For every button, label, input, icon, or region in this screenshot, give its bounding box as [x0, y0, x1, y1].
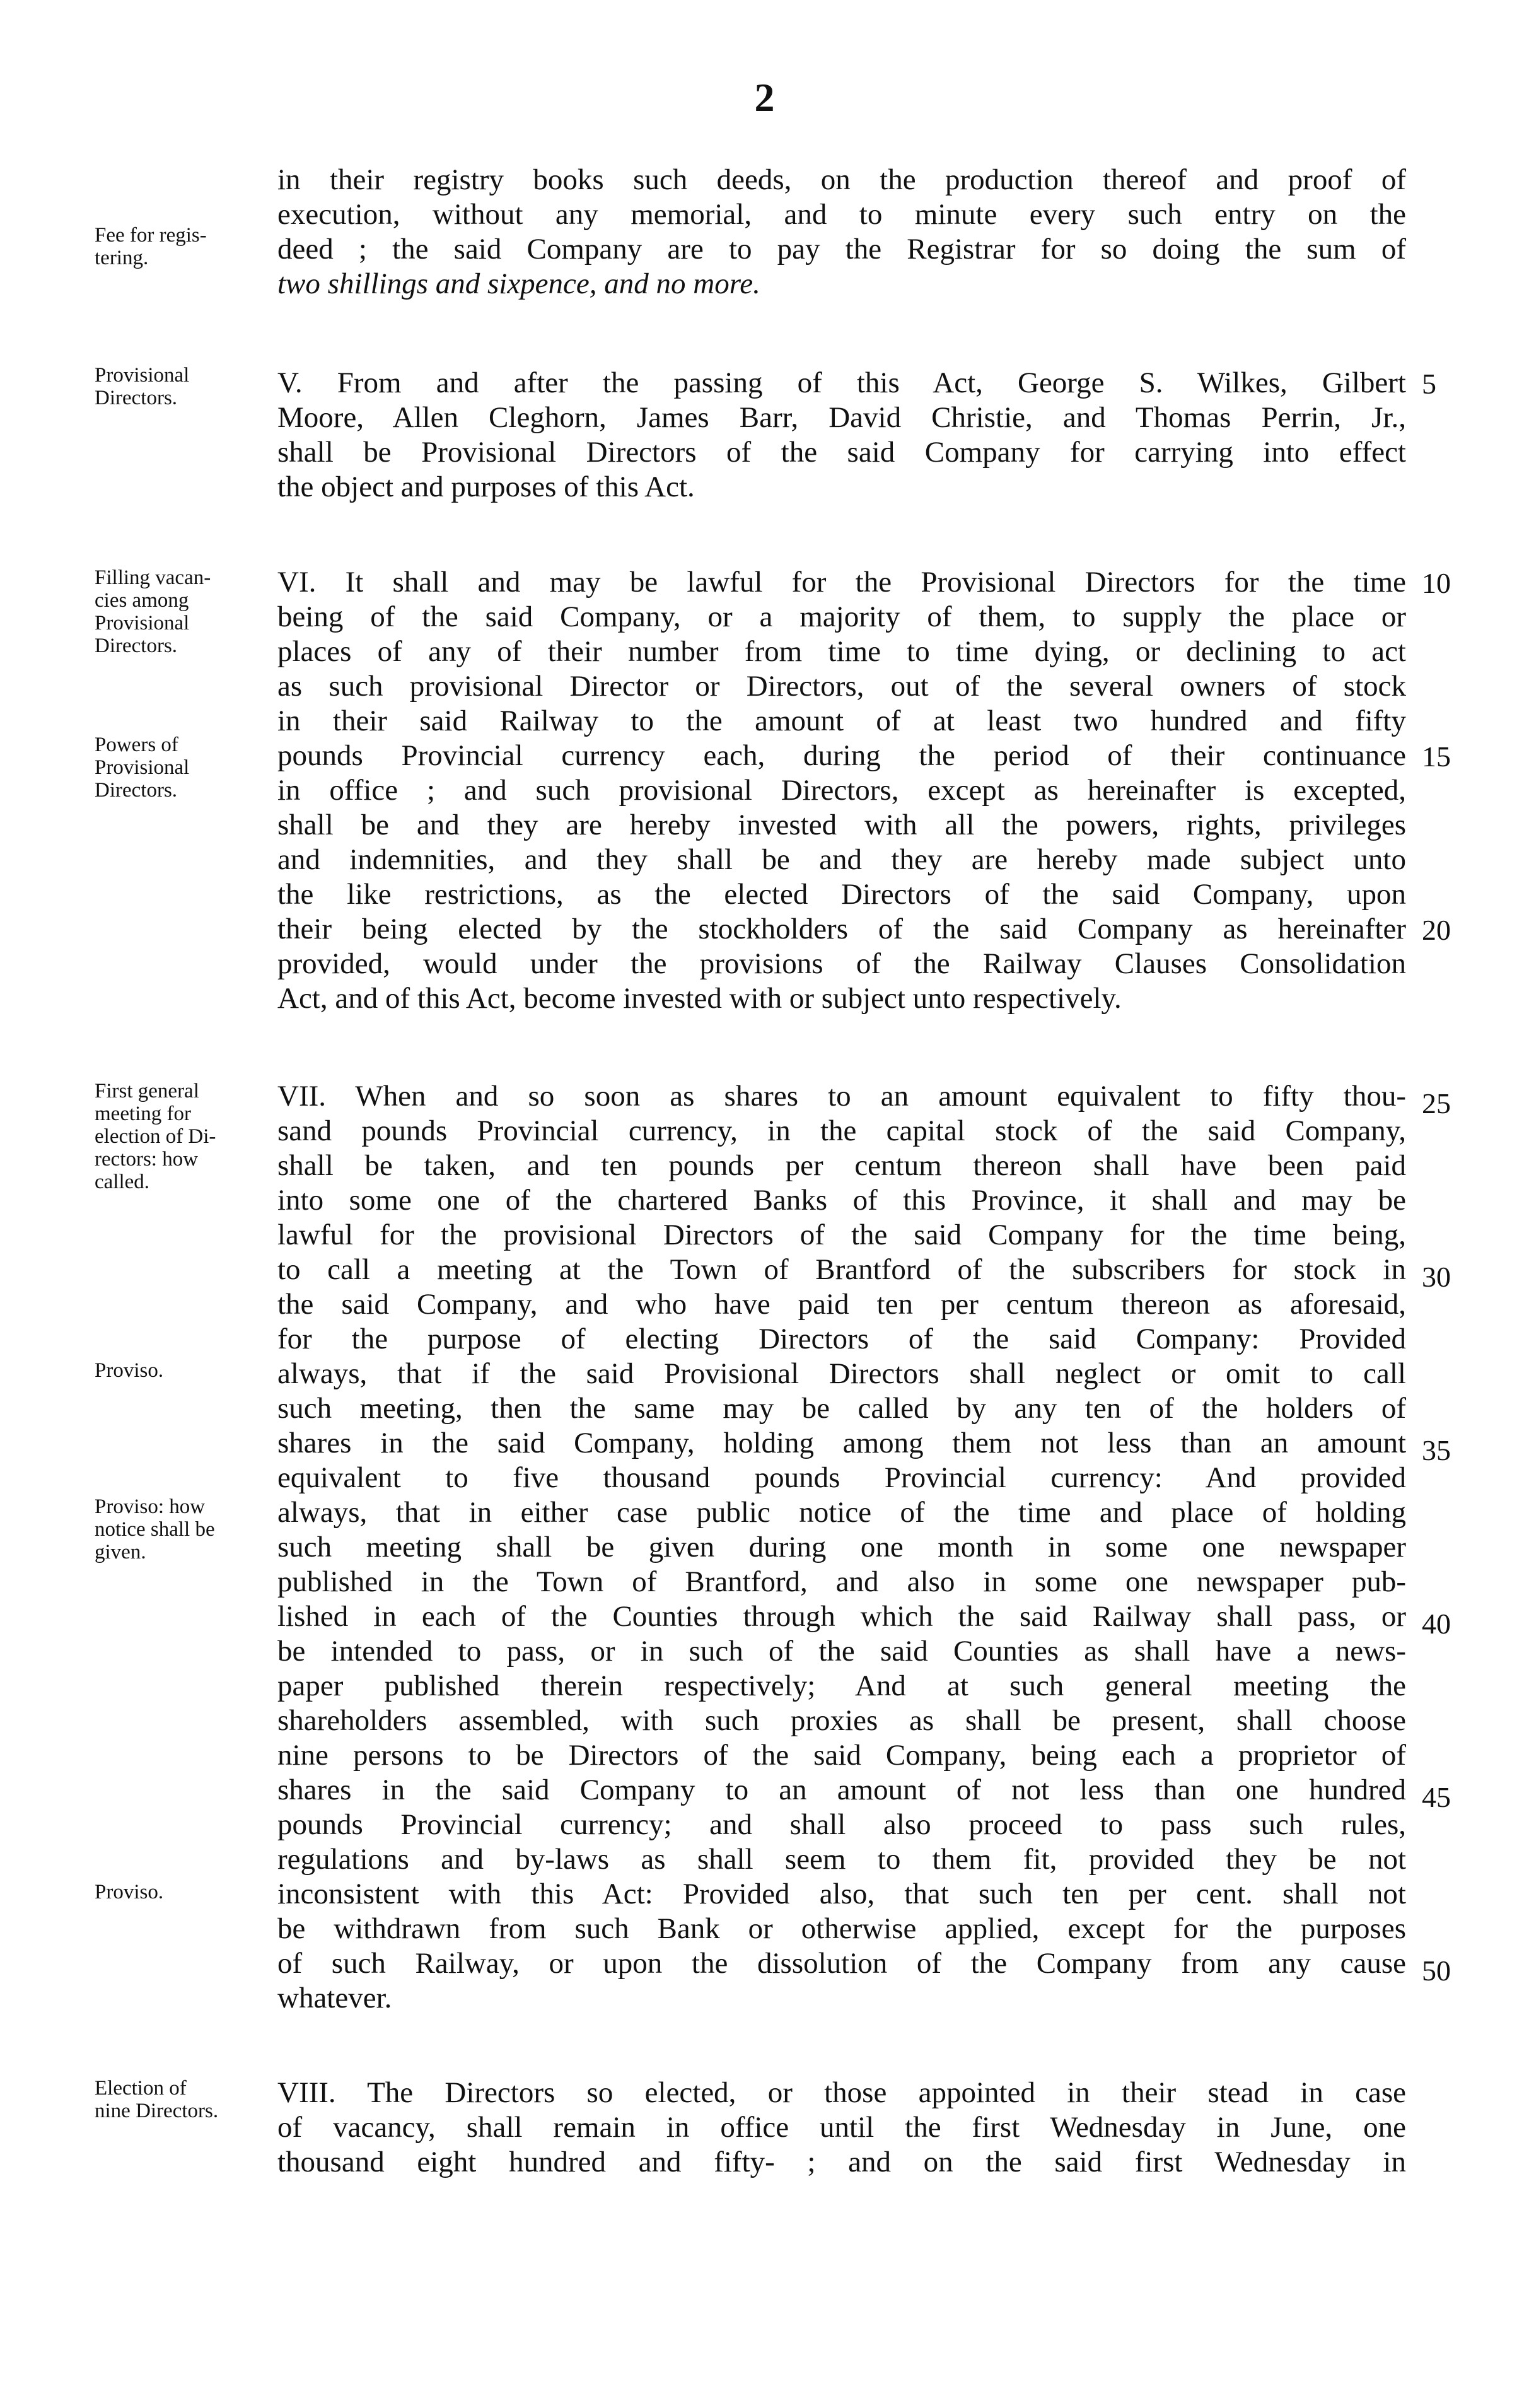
text-line: in office ; and such provisional Directors, except as hereinafter is excepted,	[277, 774, 1406, 807]
text-line: be intended to pass, or in such of the said Counties as shall have a news-	[277, 1635, 1406, 1668]
text-line: shall be Provisional Directors of the said Company for carrying into effect	[277, 436, 1406, 469]
line-number: 5	[1422, 368, 1436, 400]
margin-note-line: Filling vacan-	[95, 566, 211, 589]
margin-note-line: Proviso.	[95, 1881, 164, 1903]
text-line: pounds Provincial currency each, during the period of their continuance	[277, 739, 1406, 772]
margin-note-powers-of-directors	[95, 734, 277, 802]
text-line: being of the said Company, or a majority of them, to supply the place or	[277, 600, 1406, 633]
text-line: shares in the said Company to an amount of not less than one hundred	[277, 1774, 1406, 1806]
text-line: inconsistent with this Act: Provided also, that such ten per cent. shall not	[277, 1878, 1406, 1910]
text-line: shall be taken, and ten pounds per centum thereon shall have been paid	[277, 1149, 1406, 1182]
text-line: the said Company, and who have paid ten per centum thereon as aforesaid,	[277, 1288, 1406, 1321]
margin-note-line: First general	[95, 1080, 199, 1102]
text-line: execution, without any memorial, and to minute every such entry on the	[277, 198, 1406, 231]
text-line: in their said Railway to the amount of at least two hundred and fifty	[277, 704, 1406, 737]
margin-note-line: Provisional	[95, 612, 190, 634]
line-number: 25	[1422, 1087, 1451, 1119]
margin-note-line: cies among	[95, 589, 189, 612]
margin-note-line: Directors.	[95, 779, 178, 802]
text-line: of vacancy, shall remain in office until the first Wednesday in June, one	[277, 2111, 1406, 2144]
margin-note-proviso	[95, 1359, 277, 1382]
margin-note-line: election of Di-	[95, 1125, 216, 1148]
text-line: VI. It shall and may be lawful for the Provisional Directors for the time	[277, 566, 1406, 599]
margin-note-line: Powers of	[95, 734, 178, 756]
text-line: VIII. The Directors so elected, or those appointed in their stead in case	[277, 2076, 1406, 2109]
text-line: thousand eight hundred and fifty- ; and on the said first Wednesday in	[277, 2146, 1406, 2178]
text-line: always, that if the said Provisional Directors shall neglect or omit to call	[277, 1357, 1406, 1390]
margin-note-line: Provisional	[95, 756, 190, 779]
text-line: lawful for the provisional Directors of the said Company for the time being,	[277, 1219, 1406, 1251]
line-number: 50	[1422, 1955, 1451, 1987]
text-line	[277, 267, 1406, 302]
margin-note-proviso-notice	[95, 1495, 277, 1563]
text-line: whatever.	[277, 1982, 392, 2014]
text-line: the object and purposes of this Act.	[277, 470, 695, 503]
margin-note-fee-for-registering	[95, 224, 277, 269]
margin-note-line: Election of	[95, 2077, 187, 2100]
margin-note-filling-vacancies	[95, 566, 277, 657]
text-line: regulations and by-laws as shall seem to them fit, provided they be not	[277, 1843, 1406, 1876]
margin-note-proviso-2	[95, 1881, 277, 1903]
margin-note-provisional-directors	[95, 364, 277, 409]
text-line: lished in each of the Counties through which the said Railway shall pass, or	[277, 1600, 1406, 1633]
text-line: always, that in either case public notice of the time and place of holding	[277, 1496, 1406, 1529]
page-number: 2	[754, 75, 775, 120]
line-number: 35	[1422, 1434, 1451, 1466]
text-line: shares in the said Company, holding among them not less than an amount	[277, 1427, 1406, 1459]
text-line: sand pounds Provincial currency, in the capital stock of the said Company,	[277, 1114, 1406, 1147]
line-number: 30	[1422, 1261, 1451, 1293]
text-line: be withdrawn from such Bank or otherwise applied, except for the purposes	[277, 1912, 1406, 1945]
margin-note-line: Directors.	[95, 634, 178, 657]
text-line: nine persons to be Directors of the said Company, being each a proprietor of	[277, 1739, 1406, 1772]
text-line: as such provisional Director or Directors, out of the several owners of stock	[277, 670, 1406, 703]
text-line: into some one of the chartered Banks of this Province, it shall and may be	[277, 1184, 1406, 1217]
text-line: for the purpose of electing Directors of the said Company: Provided	[277, 1323, 1406, 1355]
text-line: equivalent to five thousand pounds Provincial currency: And provided	[277, 1461, 1406, 1494]
text-line: and indemnities, and they shall be and they are hereby made subject unto	[277, 843, 1406, 876]
text-line: places of any of their number from time to time dying, or declining to act	[277, 635, 1406, 668]
margin-note-line: Fee for regis-	[95, 224, 207, 247]
text-line: V. From and after the passing of this Act, George S. Wilkes, Gilbert	[277, 366, 1406, 399]
line-number: 40	[1422, 1608, 1451, 1640]
text-line: in their registry books such deeds, on the production thereof and proof of	[277, 163, 1406, 196]
text-line: published in the Town of Brantford, and also in some one newspaper pub-	[277, 1565, 1406, 1598]
text-line: Moore, Allen Cleghorn, James Barr, David Christie, and Thomas Perrin, Jr.,	[277, 401, 1406, 434]
margin-note-line: tering.	[95, 247, 149, 269]
margin-note-line: Proviso: how	[95, 1495, 206, 1518]
margin-note-line: nine Directors.	[95, 2100, 219, 2122]
line-number: 20	[1422, 914, 1451, 946]
text-line: their being elected by the stockholders of the said Company as hereinafter	[277, 913, 1406, 945]
text-line: such meeting, then the same may be called by any ten of the holders of	[277, 1392, 1406, 1425]
margin-note-line: Directors.	[95, 387, 178, 409]
margin-note-line: Proviso.	[95, 1359, 164, 1382]
line-number: 15	[1422, 740, 1451, 773]
text-line: pounds Provincial currency; and shall also proceed to pass such rules,	[277, 1808, 1406, 1841]
text-line: shareholders assembled, with such proxies as shall be present, shall choose	[277, 1704, 1406, 1737]
margin-note-line: meeting for	[95, 1102, 192, 1125]
text-line: shall be and they are hereby invested with all the powers, rights, privileges	[277, 809, 1406, 841]
text-line: to call a meeting at the Town of Brantford of the subscribers for stock in	[277, 1253, 1406, 1286]
margin-note-line: Provisional	[95, 364, 190, 387]
margin-note-line: called.	[95, 1171, 150, 1193]
margin-note-line: given.	[95, 1541, 146, 1563]
text-line: provided, would under the provisions of the Railway Clauses Consolidation	[277, 947, 1406, 980]
text-line: VII. When and so soon as shares to an amount equivalent to fifty thou-	[277, 1080, 1406, 1113]
italic-sum: two shillings and sixpence, and no more.	[277, 267, 760, 300]
text-line: Act, and of this Act, become invested with or subject unto respectively.	[277, 982, 1122, 1015]
margin-note-first-general-meeting	[95, 1080, 277, 1193]
text-line: paper published therein respectively; And at such general meeting the	[277, 1669, 1406, 1702]
line-number: 10	[1422, 567, 1451, 599]
text-line: deed ; the said Company are to pay the Registrar for so doing the sum of	[277, 233, 1406, 266]
margin-note-line: rectors: how	[95, 1148, 199, 1171]
margin-note-election-of-directors	[95, 2077, 277, 2122]
line-number: 45	[1422, 1781, 1451, 1813]
text-line: such meeting shall be given during one month in some one newspaper	[277, 1531, 1406, 1563]
margin-note-line: notice shall be	[95, 1518, 215, 1541]
text-line: the like restrictions, as the elected Directors of the said Company, upon	[277, 878, 1406, 911]
text-line: of such Railway, or upon the dissolution of the Company from any cause	[277, 1947, 1406, 1980]
